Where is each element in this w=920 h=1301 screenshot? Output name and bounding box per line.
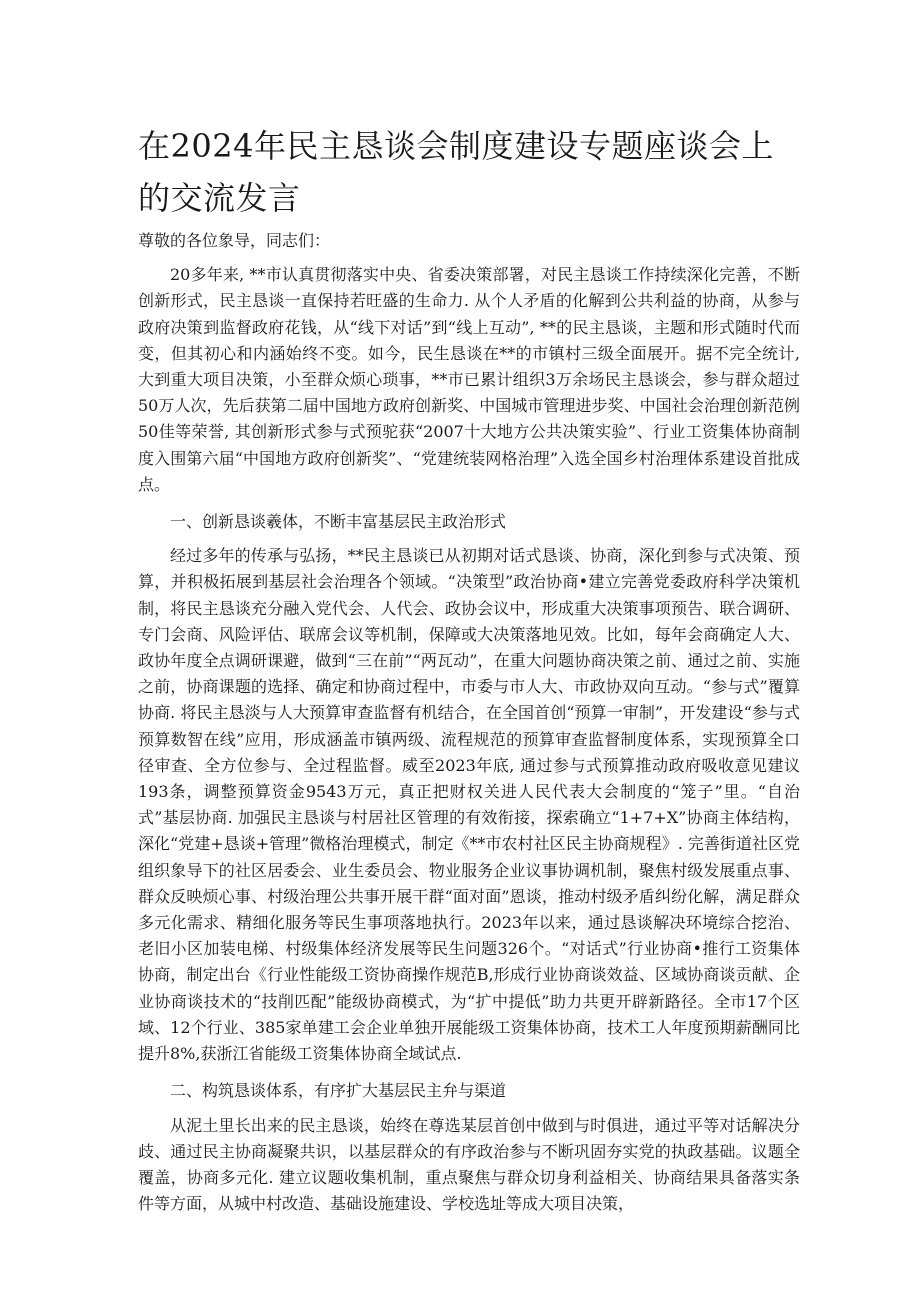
section-heading-2: 二、构筑恳谈体系，有序扩大基层民主弁与渠道 (170, 1081, 507, 1101)
document-title: 在2024年民主恳谈会制度建设专题座谈会上的交流发言 (138, 127, 774, 217)
intro-paragraph: 20多年来, **市认真贯彻落实中央、省委决策部署，对民主恳谈工作持续深化完善，不断创新形式，民主恳谈一直保持若旺盛的生命力. 从个人矛盾的化解到公共利益的协商，从参与政府决策到监督政府花钱，从“线下对话”到“线上互动”, **的民主恳谈，主题和形式随时代而变，但其初心和内涵始终不变。如今，民生恳谈在**的市镇村三级全面展开。据不完全统计, 大到重大项目决策，小至群众烦心琐事，**市已累计组织3万余场民主恳谈会，参与群众超过50万人次，先后获第二届中国地方政府创新奖、中国城市管理进步奖、中国社会治理创新范例50佳等荣誉, 其创新形式参与式预驼获“2007十大地方公共决策实验”、行业工资集体协商制度入围第六届“中国地方政府创新奖”、“党建统装网格治理”入选全国乡村治理体系建设首批成点。 (138, 265, 800, 494)
section-heading-1: 一、创新恳谈羲体，不断丰富基层民主政治形式 (170, 512, 507, 532)
document-body (138, 228, 800, 1228)
section-2-paragraph: 从泥土里长出来的民主恳谈，始终在尊选某层首创中做到与时俱进，通过平等对话解决分歧、通过民主协商凝聚共识，以基层群众的有序政治参与不断巩固夯实党的执政基础。议题全覆盖，协商多元化. 建立议题收集机制，重点聚焦与群众切身利益相关、协商结果具备落实条件等方面，从城中村改造、基础设施建设、学校选址等成大项目决策， (138, 1115, 800, 1214)
greeting: 尊敬的各位象导，同志们： (138, 231, 331, 250)
section-1-paragraph: 经过多年的传承与弘扬，**民主恳谈已从初期对话式恳谈、协商，深化到参与式决策、预算，并积极拓展到基层社会治理各个领域。“决策型”政治协商•建立完善党委政府科学决策机制，将民主恳谈充分融入党代会、人代会、政协会议中，形成重大决策事项预告、联合调研、专门会商、风险评估、联席会议等机制，保障或大决策落地见效。比如，每年会商确定人大、政协年度全点调研课避，做到“三在前”“两瓦动”，在重大问题协商决策之前、通过之前、实施之前，协商课题的选择、确定和协商过程中，市委与市人大、市政协双向互动。“参与式”覆算协商. 将民主恳淡与人大预算审查监督有机结合，在全国首创“预算一审制”，开发建设“参与式预算数智在线”应用，形成涵盖市镇两级、流程规范的预算审查监督制度体系，实现预算全口径审查、全方位参与、全过程监督。威至2023年底, 通过参与式预算推动政府吸收意见建议193条，调整预算资金9543万元，真正把财权关进人民代表大会制度的“笼子”里。“自治式”基层协商. 加强民主恳谈与村居社区管理的有效衔接，探索确立“1+7+X”协商主体结构，深化“党建+恳谈+管理”微格治理模式，制定《**市农村社区民主协商规程》. 完善街道社区党组织象导下的社区居委会、业生委员会、物业服务企业议事协调机制，聚焦村级发展重点事、群众反映烦心事、村级治理公共事开展干群“面对面”恩谈，推动村级矛盾纠纷化解，满足群众多元化需求、精细化服务等民生事项落地执行。2023年以来，通过恳谈解决环境综合挖治、老旧小区加装电梯、村级集体经济发展等民生问题326个。“对话式”行业协商•推行工资集体协商，制定出台《行业性能级工资协商操作规范B,形成行业协商谈效益、区域协商谈贡献、企业协商谈技术的“技削匹配”能级协商模式，为“扩中提低”助力共更开辟新路径。全市17个区域、12个行业、385家单建工会企业单独开展能级工资集体协商，技术工人年度预期薪酬同比提升8%,获浙江省能级工资集体协商全域试点. (138, 546, 800, 1064)
